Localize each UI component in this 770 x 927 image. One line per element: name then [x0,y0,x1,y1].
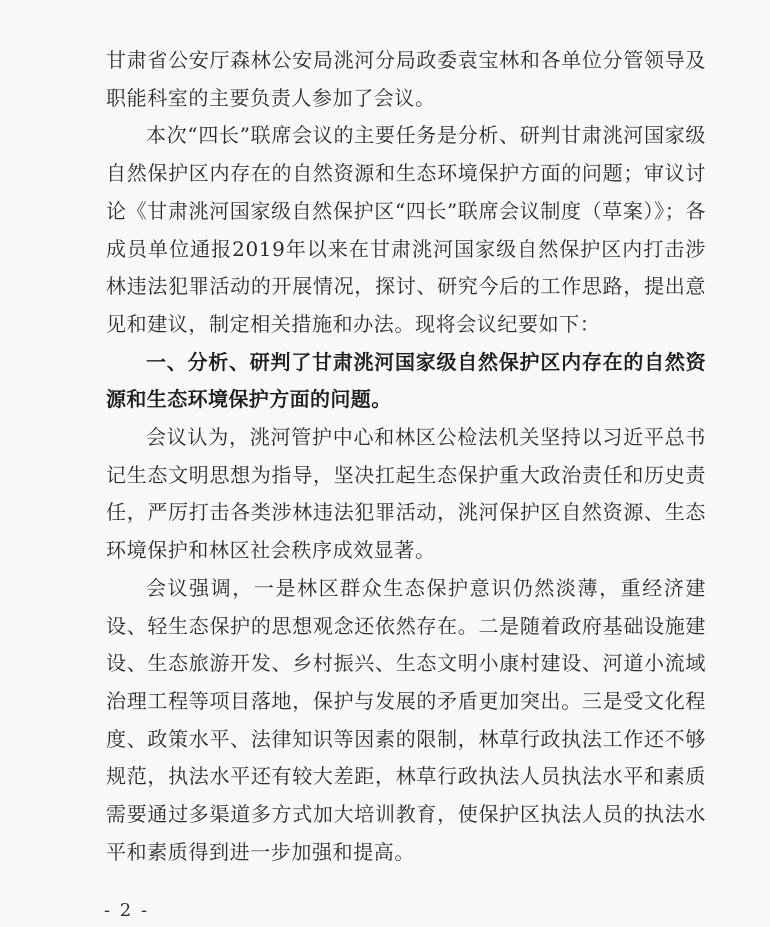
paragraph-attendees: 甘肃省公安厅森林公安局洮河分局政委袁宝林和各单位分管领导及职能科室的主要负责人参加了会议。 [106,48,706,110]
document-body [106,42,706,871]
page-number: - 2 - [104,900,150,921]
paragraph-meeting-emphasis: 会议强调，一是林区群众生态保护意识仍然淡薄，重经济建设、轻生态保护的思想观念还依然存在。二是随着政府基础设施建设、生态旅游开发、乡村振兴、生态文明小康村建设、河道小流域治理工程等项目落地，保护与发展的矛盾更加突出。三是受文化程度、政策水平、法律知识等因素的限制，林草行政执法工作还不够规范，执法水平还有较大差距，林草行政执法人员执法水平和素质需要通过多渠道多方式加大培训教育，使保护区执法人员的执法水平和素质得到进一步加强和提高。 [106,575,706,864]
paragraph-meeting-findings: 会议认为，洮河管护中心和林区公检法机关坚持以习近平总书记生态文明思想为指导，坚决扛起生态保护重大政治责任和历史责任，严厉打击各类涉林违法犯罪活动，洮河保护区自然资源、生态环境保护和林区社会秩序成效显著。 [106,425,706,563]
paragraph-meeting-tasks: 本次“四长”联席会议的主要任务是分析、研判甘肃洮河国家级自然保护区内存在的自然资源和生态环境保护方面的问题；审议讨论《甘肃洮河国家级自然保护区“四长”联席会议制度（草案）》；各成员单位通报2019年以来在甘肃洮河国家级自然保护区内打击涉林违法犯罪活动的开展情况，探讨、研究今后的工作思路，提出意见和建议，制定相关措施和办法。现将会议纪要如下： [106,123,706,336]
section-heading-1: 一、分析、研判了甘肃洮河国家级自然保护区内存在的自然资源和生态环境保护方面的问题。 [106,349,706,412]
